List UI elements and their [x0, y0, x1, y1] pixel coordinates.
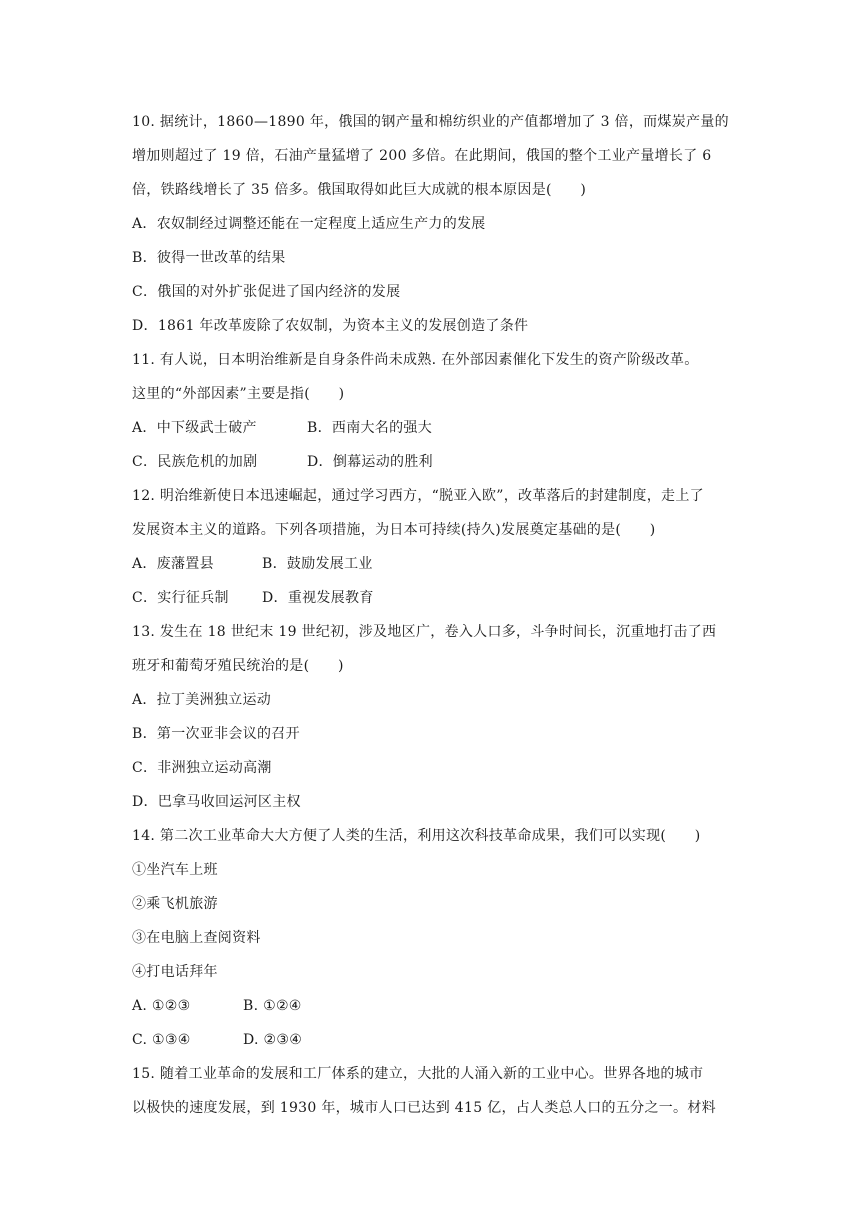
question-10 [132, 105, 732, 343]
statement-item: ④打电话拜年 [132, 964, 218, 980]
option-d: D．重视发展教育 [262, 590, 374, 606]
option-c: C．民族危机的加剧 [132, 454, 258, 470]
option-d: D．1861 年改革废除了农奴制，为资本主义的发展创造了条件 [132, 318, 529, 334]
option-row [132, 445, 732, 479]
question-14 [132, 819, 732, 1057]
question-text-line: 发展资本主义的道路。下列各项措施，为日本可持续(持久)发展奠定基础的是( ) [132, 522, 656, 538]
option-row [132, 989, 732, 1023]
option-d: D．巴拿马收回运河区主权 [132, 794, 301, 810]
option-a: A．废藩置县 [132, 556, 214, 572]
question-text-line: 15. 随着工业革命的发展和工厂体系的建立，大批的人涌入新的工业中心。世界各地的城市 [132, 1066, 704, 1082]
option-row [132, 411, 732, 445]
option-row [132, 1023, 732, 1057]
statement-item: ①坐汽车上班 [132, 862, 218, 878]
question-13 [132, 615, 732, 819]
question-text-line: 10. 据统计，1860—1890 年，俄国的钢产量和棉纺织业的产值都增加了 3 倍，而煤炭产量的 [132, 114, 729, 130]
option-a: A. ①②③ [132, 998, 191, 1014]
option-b: B．鼓励发展工业 [262, 556, 373, 572]
option-b: B. ①②④ [243, 998, 302, 1014]
question-text-line: 班牙和葡萄牙殖民统治的是( ) [132, 658, 344, 674]
document-page [132, 105, 732, 1125]
question-text-line: 11. 有人说，日本明治维新是自身条件尚未成熟. 在外部因素催化下发生的资产阶级改革。 [132, 352, 699, 368]
question-text-line: 以极快的速度发展，到 1930 年，城市人口已达到 415 亿，占人类总人口的五分之一。材料 [132, 1100, 716, 1116]
question-text-line: 增加则超过了 19 倍，石油产量猛增了 200 多倍。在此期间，俄国的整个工业产量增长了 6 [132, 148, 712, 164]
option-b: B．西南大名的强大 [307, 420, 432, 436]
question-text-line: 倍，铁路线增长了 35 倍多。俄国取得如此巨大成就的根本原因是( ) [132, 182, 587, 198]
option-b: B．第一次亚非会议的召开 [132, 726, 300, 742]
option-a: A．农奴制经过调整还能在一定程度上适应生产力的发展 [132, 216, 486, 232]
option-c: C．俄国的对外扩张促进了国内经济的发展 [132, 284, 401, 300]
question-text-line: 这里的“外部因素”主要是指( ) [132, 386, 345, 402]
option-row [132, 581, 732, 615]
option-c: C．实行征兵制 [132, 590, 229, 606]
option-c: C. ①③④ [132, 1032, 191, 1048]
question-12 [132, 479, 732, 615]
option-a: A．拉丁美洲独立运动 [132, 692, 272, 708]
option-c: C．非洲独立运动高潮 [132, 760, 272, 776]
question-15 [132, 1057, 732, 1125]
question-text-line: 14. 第二次工业革命大大方便了人类的生活，利用这次科技革命成果，我们可以实现( ) [132, 828, 701, 844]
option-row [132, 547, 732, 581]
question-11 [132, 343, 732, 479]
question-text-line: 12. 明治维新使日本迅速崛起，通过学习西方，“脱亚入欧”，改革落后的封建制度，走上了 [132, 488, 704, 504]
option-a: A．中下级武士破产 [132, 420, 257, 436]
option-d: D. ②③④ [243, 1032, 303, 1048]
option-d: D．倒幕运动的胜利 [307, 454, 433, 470]
statement-item: ③在电脑上查阅资料 [132, 930, 261, 946]
question-text-line: 13. 发生在 18 世纪末 19 世纪初，涉及地区广，卷入人口多，斗争时间长，沉重地打击了西 [132, 624, 717, 640]
statement-item: ②乘飞机旅游 [132, 896, 218, 912]
option-b: B．彼得一世改革的结果 [132, 250, 286, 266]
